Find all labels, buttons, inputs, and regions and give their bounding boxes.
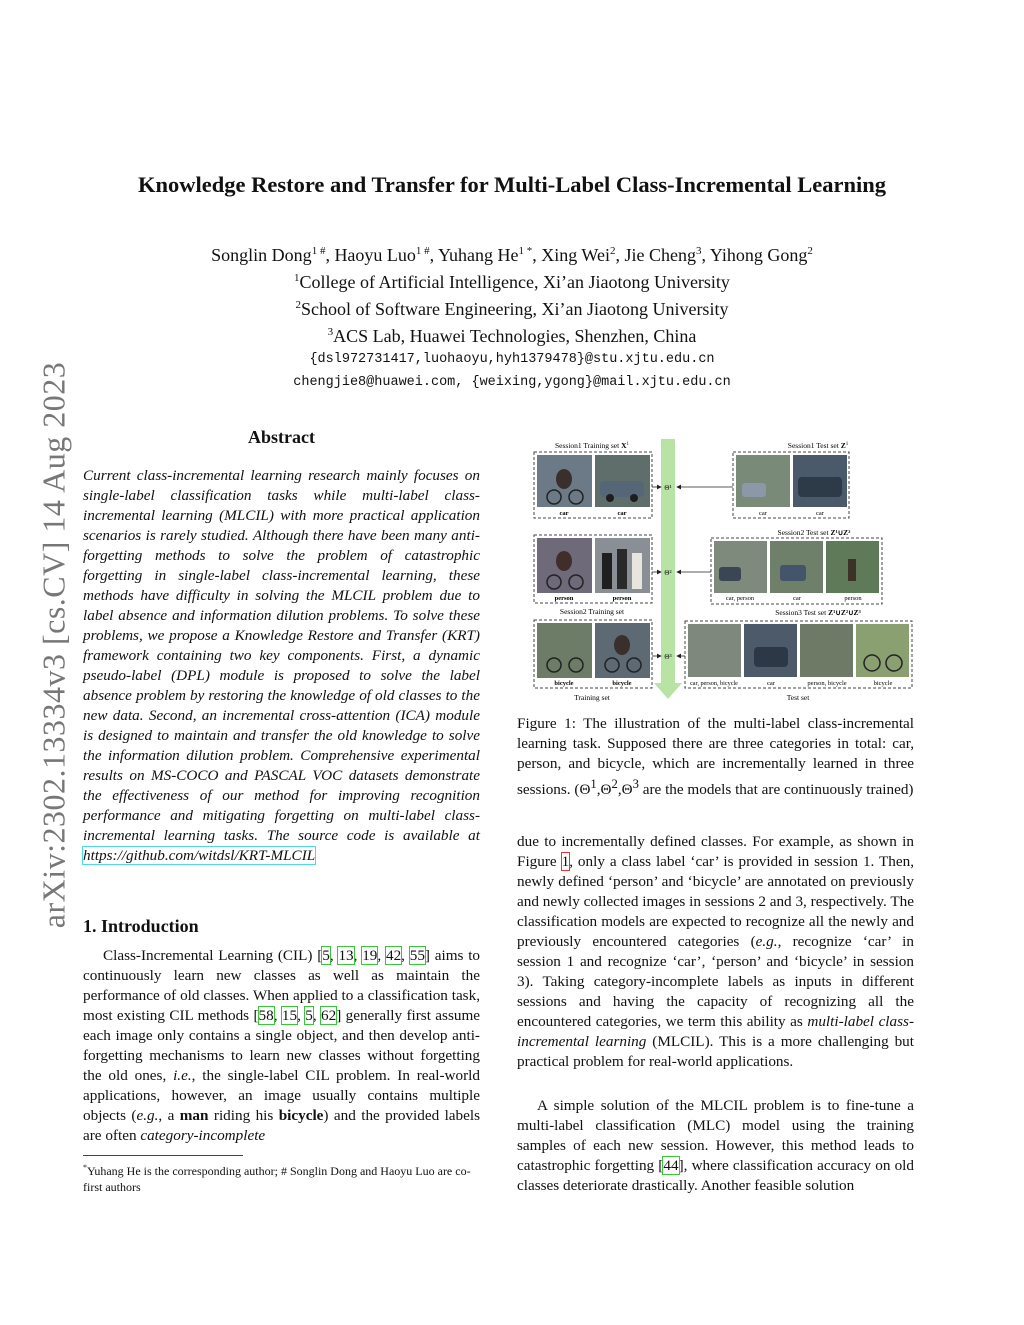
svg-text:Session2 Training set: Session2 Training set <box>559 607 625 616</box>
email-line-2: chengjie8@huawei.com, {weixing,ygong}@mail.xjtu.edu.cn <box>293 375 731 390</box>
affiliation-2: $^2$School of Software Engineering, Xi’an Jiaotong University <box>295 299 729 319</box>
test-image-3c <box>800 624 853 677</box>
svg-text:person: person <box>612 595 632 602</box>
code-link[interactable]: https://github.com/witdsl/KRT-MLCIL <box>83 847 316 864</box>
test-image-3a <box>688 624 741 677</box>
citation-link[interactable]: 5 <box>322 947 330 964</box>
citation-link[interactable]: 44 <box>663 1157 679 1174</box>
citation-link[interactable]: 42 <box>385 947 402 964</box>
test-image-street <box>736 455 790 507</box>
svg-text:bicycle: bicycle <box>612 680 632 687</box>
citation-link[interactable]: 13 <box>338 947 354 964</box>
citation-link[interactable]: 5 <box>305 1007 313 1024</box>
paper-title: Knowledge Restore and Transfer for Multi-Label Class-Incremental Learning <box>137 172 887 197</box>
footnote-rule <box>83 1155 243 1156</box>
affiliation-1: $^1$College of Artificial Intelligence, Xi’an Jiaotong University <box>294 272 730 292</box>
right-paragraph-1: due to incrementally defined classes. For example, as shown in Figure 1, only a class label ‘car’ is provided in session 1. Then, newly defined ‘person’ and ‘bicycle’ are annotated on previously and newly collected images in sessions 2 and 3, respectively. The classification models are expected to recognize all the newly and previously encountered categories (e.g., recognize ‘car’ in session 1 and recognize ‘car’, ‘person’ and ‘bicycle’ in session 3). Taking category-incomplete labels as inputs in different sessions and having the capacity of recognizing all the encountered categories, we term this ability as multi-label class-incremental learning (MLCIL). This is a more challenging but practical problem for real-world applications. <box>517 833 915 1070</box>
author-block <box>0 240 1024 394</box>
svg-text:Training set: Training set <box>574 693 610 702</box>
svg-text:car: car <box>816 510 824 517</box>
svg-text:Session1 Test set Z1: Session1 Test set $Z^1$ <box>787 441 849 450</box>
intro-heading: 1. Introduction <box>83 916 199 936</box>
svg-text:Θ²: Θ² <box>664 569 672 577</box>
svg-text:car, person, bicycle: car, person, bicycle <box>690 680 738 687</box>
citation-link[interactable]: 19 <box>362 947 378 964</box>
citation-link[interactable]: 58 <box>258 1007 274 1024</box>
email-line-1: {dsl972731417,luohaoyu,hyh1379478}@stu.xjtu.edu.cn <box>309 352 715 367</box>
svg-text:person, bicycle: person, bicycle <box>807 680 847 687</box>
footnote: *Yuhang He is the corresponding author; # Songlin Dong and Haoyu Luo are co-first authors <box>83 1163 471 1194</box>
figure-caption: Figure 1: The illustration of the multi-label class-incremental learning task. Supposed there are three categories in total: car, person, and bicycle, which are incrementally learned in three sessions. ($\Theta^1,\Theta^2,\Theta^3$ are the models that are continuously trained) <box>517 715 914 799</box>
svg-text:person: person <box>554 595 574 602</box>
citation-link[interactable]: 15 <box>281 1007 298 1024</box>
timeline-arrow-shaft <box>661 439 675 685</box>
arxiv-stamp: arXiv:2302.13334v3 [cs.CV] 14 Aug 2023 <box>35 361 72 929</box>
timeline-arrow-head <box>654 683 682 699</box>
train-image-bicycle-road <box>537 623 592 678</box>
abstract-body: Current class-incremental learning research mainly focuses on single-label classification tasks while multi-label class-incremental learning (MLCIL) with more practical application scenarios is rarely studied. Although there have been many anti-forgetting methods to solve the problem of catastrophic forgetting in single-label class-incremental learning, these methods have difficulty in solving the MLCIL problem due to label absence and information dilution problems. To solve these problems, we propose a Knowledge Restore and Transfer (KRT) framework containing two key components. First, a dynamic pseudo-label (DPL) module is proposed to solve the label absence problem by restoring the knowledge of old classes to the new data. Second, an incremental cross-attention (ICA) module is designed to maintain and transfer the old knowledge to solve the information dilution problem. Comprehensive experimental results on MS-COCO and PASCAL VOC datasets demonstrate the effectiveness of our method for improving recognition performance and mitigating forgetting on multi-label class-incremental learning tasks. The source code is available at https://github.com/witdsl/KRT-MLCIL <box>83 467 480 864</box>
citation-link[interactable]: 55 <box>409 947 425 964</box>
svg-text:Θ¹: Θ¹ <box>664 484 672 492</box>
citation-link[interactable]: 62 <box>321 1007 337 1024</box>
svg-text:person: person <box>844 595 862 602</box>
intro-paragraph: Class-Incremental Learning (CIL) [5, 13, 19, 42, 55] aims to continuously learn new classes as well as maintain the performance of old classes. When applied to a classification task, most existing CIL methods [58, 15, 5, 62] generally first assume each image only contains a single object, and then develop anti-forgetting mechanisms to learn new classes without forgetting the old ones, i.e., the single-label CIL problem. In real-world applications, however, an image usually contains multiple objects (e.g., a man riding his bicycle) and the provided labels are often category-incomplete <box>83 947 481 1144</box>
svg-text:Session2 Test set Z¹∪Z²: Session2 Test set Z¹∪Z² <box>777 528 851 537</box>
test-image-3d <box>856 624 909 677</box>
svg-text:car: car <box>767 680 775 687</box>
svg-text:car: car <box>617 510 627 517</box>
abstract-heading: Abstract <box>248 427 315 447</box>
test-image-2a <box>714 541 767 593</box>
svg-text:Θ³: Θ³ <box>664 653 672 661</box>
svg-text:car: car <box>793 595 801 602</box>
author-list: Songlin Dong$^{1 \#}$, Haoyu Luo$^{1 \#}$, Yuhang $He^{1 *}$, Xing Wei$^2$, Jie Cheng$^3$, Yihong Gong$^2$ <box>211 245 813 265</box>
svg-text:car, person: car, person <box>725 595 755 602</box>
svg-text:car: car <box>759 510 767 517</box>
affiliation-3: $^3$ACS Lab, Huawei Technologies, Shenzhen, China <box>327 326 697 346</box>
svg-text:bicycle: bicycle <box>873 680 893 687</box>
right-paragraph-2: A simple solution of the MLCIL problem is to fine-tune a multi-label classification (MLC) model using the training samples of each new session. However, this method leads to catastrophic forgetting [44], where classification accuracy on old classes deteriorate drastically. Another feasible solution <box>517 1097 914 1194</box>
figure-link[interactable]: 1 <box>561 853 570 870</box>
svg-text:Session1 Training set X1: Session1 Training set $X^1$ <box>555 441 629 450</box>
svg-text:bicycle: bicycle <box>554 680 574 687</box>
svg-text:Session3 Test set Z¹∪Z²∪Z³: Session3 Test set Z¹∪Z²∪Z³ <box>775 608 861 617</box>
figure-1 <box>530 437 914 707</box>
svg-text:Test set: Test set <box>786 693 810 702</box>
svg-text:car: car <box>559 510 569 517</box>
